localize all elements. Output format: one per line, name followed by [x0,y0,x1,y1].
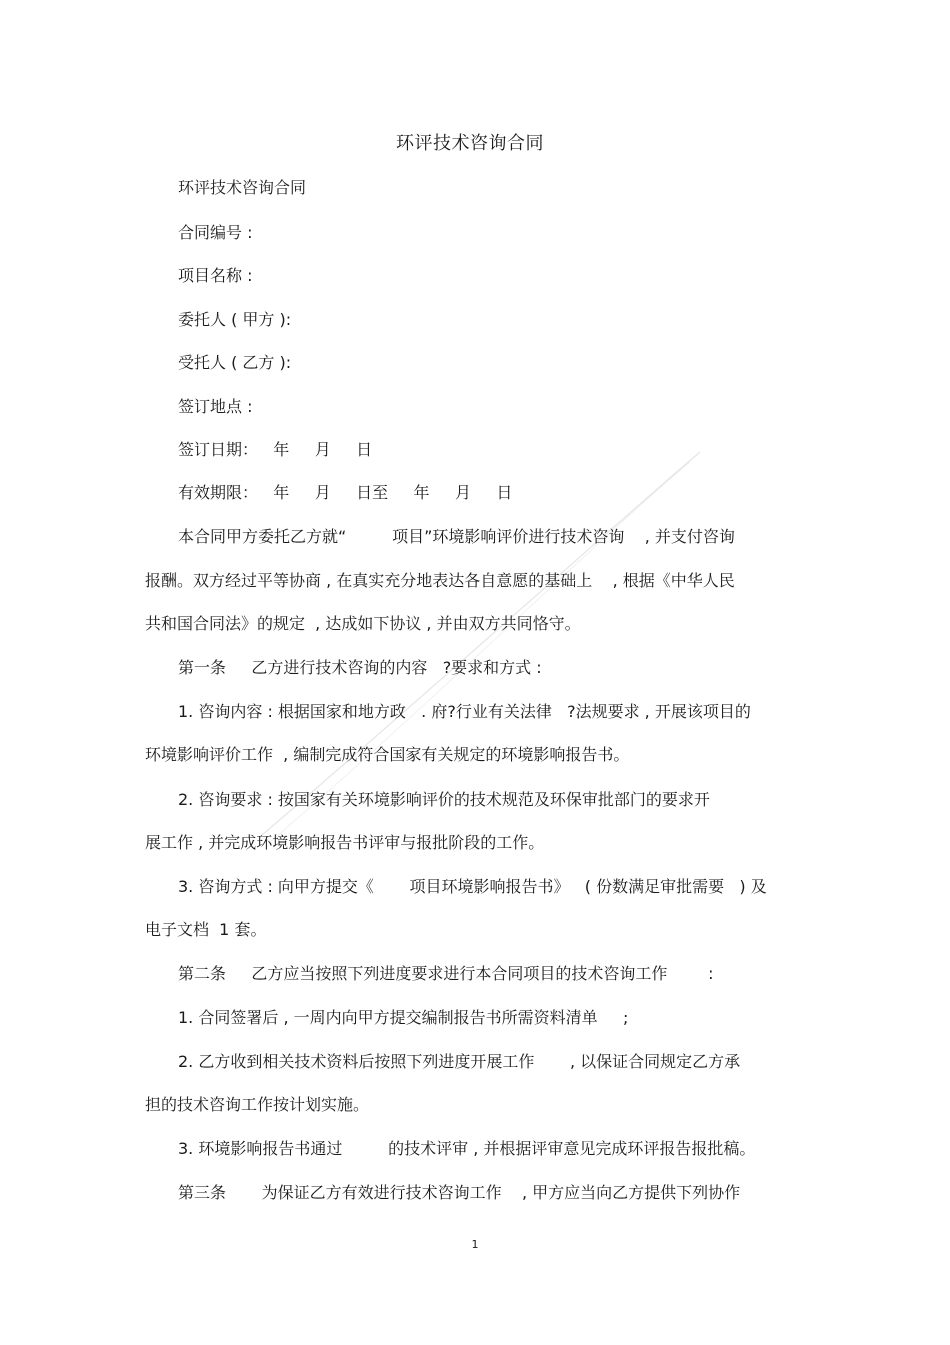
article-1-item-2-line-2: 展工作 , 并完成环境影响报告书评审与报批阶段的工作。 [145,833,545,852]
article-2-item-3: 3. 环境影响报告书通过 的技术评审 , 并根据评审意见完成环评报告报批稿。 [178,1139,756,1158]
article-1-item-1-line-1: 1. 咨询内容 : 根据国家和地方政 . 府?行业有关法律 ?法规要求 , 开展该项目的 [178,702,751,721]
contract-number-field: 合同编号 : [178,223,253,242]
preamble-line-1: 本合同甲方委托乙方就“ 项目”环境影响评价进行技术咨询 , 并支付咨询 [178,527,735,546]
article-1-item-3-line-2: 电子文档 1 套。 [145,920,267,939]
article-2-item-2-line-2: 担的技术咨询工作按计划实施。 [145,1095,370,1114]
preamble-line-2: 报酬。双方经过平等协商 , 在真实充分地表达各自意愿的基础上 , 根据《中华人民 [145,571,735,590]
validity-period-field: 有效期限： 年 月 日至 年 月 日 [178,483,513,502]
article-1-item-1-line-2: 环境影响评价工作 , 编制完成符合国家有关规定的环境影响报告书。 [145,745,630,764]
article-1-item-2-line-1: 2. 咨询要求 : 按国家有关环境影响评价的技术规范及环保审批部门的要求开 [178,790,710,809]
project-name-field: 项目名称 : [178,266,253,285]
signing-place-field: 签订地点 : [178,397,253,416]
client-party-a-field: 委托人 ( 甲方 ): [178,310,292,329]
article-2-item-2-line-1: 2. 乙方收到相关技术资料后按照下列进度开展工作 , 以保证合同规定乙方承 [178,1052,741,1071]
article-2-heading: 第二条 乙方应当按照下列进度要求进行本合同项目的技术咨询工作 : [178,964,714,983]
document-title: 环评技术咨询合同 [396,133,544,154]
signing-date-field: 签订日期： 年 月 日 [178,440,373,459]
article-2-item-1: 1. 合同签署后 , 一周内向甲方提交编制报告书所需资料清单 ; [178,1008,629,1027]
subtitle-line: 环评技术咨询合同 [178,178,307,197]
article-1-item-3-line-1: 3. 咨询方式 : 向甲方提交《 项目环境影响报告书》 ( 份数满足审批需要 ) 及 [178,877,767,896]
article-3-heading: 第三条 为保证乙方有效进行技术咨询工作 , 甲方应当向乙方提供下列协作 [178,1183,741,1202]
page-number: 1 [471,1238,479,1251]
contractor-party-b-field: 受托人 ( 乙方 ): [178,353,292,372]
preamble-line-3: 共和国合同法》的规定 , 达成如下协议 , 并由双方共同恪守。 [145,614,581,633]
article-1-heading: 第一条 乙方进行技术咨询的内容 ?要求和方式 : [178,658,542,677]
